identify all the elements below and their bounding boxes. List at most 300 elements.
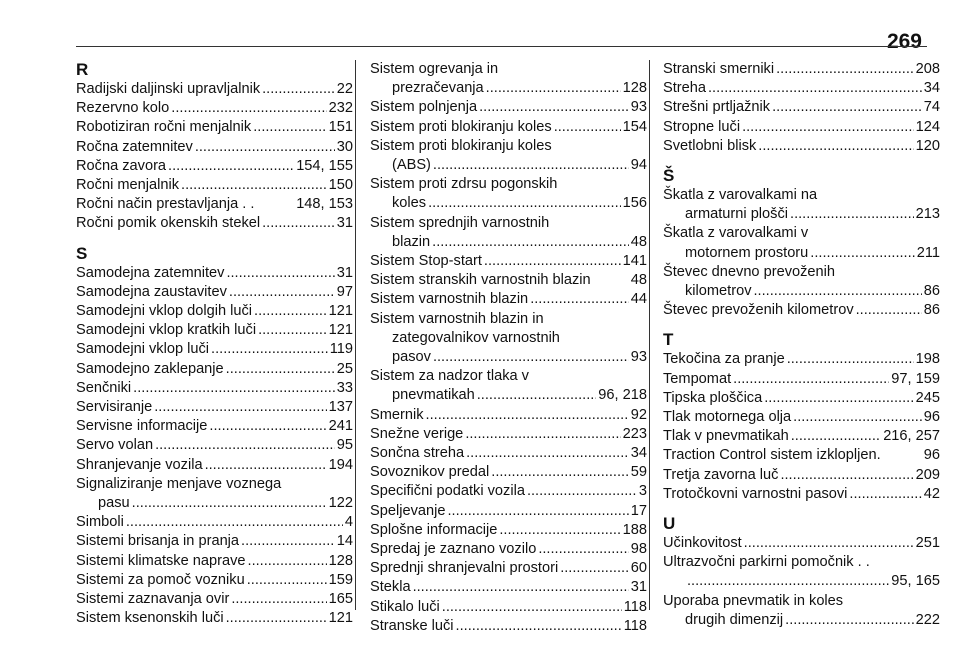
entry-term: Streha	[663, 80, 706, 97]
index-entry	[76, 302, 353, 321]
entry-term: Sprednji shranjevalni prostori	[370, 560, 559, 577]
dot-leader	[790, 205, 914, 224]
entry-term: Spredaj je zaznano vozilo	[370, 541, 537, 558]
dot-leader	[253, 118, 326, 137]
dot-leader	[856, 301, 922, 320]
entry-pages: 95, 165	[891, 573, 940, 590]
entry-term: Sistem stranskih varnostnih blazin	[370, 272, 591, 289]
entry-pages: 211	[916, 244, 940, 261]
index-entry	[663, 224, 940, 262]
dot-leader	[491, 463, 629, 482]
index-entry	[370, 425, 647, 444]
entry-pages: 154	[622, 118, 647, 135]
index-entry	[370, 444, 647, 463]
index-entry	[370, 252, 647, 271]
header-rule	[76, 46, 927, 47]
entry-pages: 216, 257	[883, 428, 940, 445]
entry-term: Smernik	[370, 406, 424, 423]
entry-term: Ročni način prestavljanja . .	[76, 196, 255, 213]
index-entry	[76, 360, 353, 379]
dot-leader	[776, 60, 914, 79]
entry-term: Sistemi za pomoč vozniku	[76, 571, 245, 588]
section-letter: U	[663, 514, 676, 534]
dot-leader	[708, 79, 922, 98]
entry-term: Speljevanje	[370, 502, 446, 519]
dot-leader	[231, 590, 326, 609]
dot-leader	[744, 534, 914, 553]
entry-pages: 48	[630, 272, 647, 289]
entry-pages: 31	[630, 579, 647, 596]
entry-term: Sovoznikov predal	[370, 464, 490, 481]
index-entry	[370, 406, 647, 425]
entry-pages: 141	[622, 253, 647, 270]
entry-pages: 194	[328, 456, 353, 473]
index-entry	[370, 367, 647, 405]
dot-leader	[262, 80, 335, 99]
dot-leader	[530, 290, 629, 309]
index-column-3	[663, 60, 940, 640]
entry-pages: 31	[336, 215, 353, 232]
entry-pages: 118	[623, 617, 647, 634]
index-entry	[663, 60, 940, 79]
entry-term: prezračevanja	[392, 80, 484, 97]
index-entry	[370, 521, 647, 540]
dot-leader	[195, 138, 335, 157]
dot-leader	[226, 264, 334, 283]
section-letter: S	[76, 243, 88, 263]
dot-leader	[181, 176, 327, 195]
entry-term: Samodejni vklop dolgih luči	[76, 303, 253, 320]
entry-pages: 74	[923, 99, 940, 116]
entry-term: Strešni prtljažnik	[663, 99, 771, 116]
entry-term: Tempomat	[663, 370, 732, 387]
entry-pages: 42	[923, 485, 940, 502]
entry-term: Stranski smerniki	[663, 61, 775, 77]
entry-pages: 93	[630, 349, 647, 366]
index-entry	[370, 271, 647, 290]
index-entry	[76, 436, 353, 455]
index-entry	[76, 609, 353, 628]
entry-pages: 96	[923, 409, 940, 426]
entry-pages: 151	[328, 119, 353, 136]
index-entry	[76, 138, 353, 157]
index-entry	[76, 99, 353, 118]
index-entry	[370, 175, 647, 213]
column-divider	[649, 60, 650, 610]
index-entry	[663, 592, 940, 630]
index-entry	[663, 301, 940, 320]
index-entry	[370, 540, 647, 559]
index-entry	[76, 118, 353, 137]
entry-pages: 165	[328, 591, 353, 608]
entry-term: Stropne luči	[663, 118, 741, 135]
entry-term: Trotočkovni varnostni pasovi	[663, 485, 848, 502]
dot-leader	[849, 485, 921, 504]
entry-term-line: Signaliziranje menjave voznega	[76, 475, 282, 492]
entry-term: Sistemi klimatske naprave	[76, 552, 246, 569]
index-entry	[76, 532, 353, 551]
entry-pages: 96	[923, 447, 940, 464]
entry-pages: 93	[630, 99, 647, 116]
entry-term: Servisiranje	[76, 399, 153, 416]
entry-term-line: Uporaba pnevmatik in koles	[663, 592, 844, 609]
entry-pages: 22	[336, 81, 353, 97]
index-entry	[663, 389, 940, 408]
entry-pages: 121	[328, 322, 353, 339]
entry-term: pnevmatikah	[392, 387, 475, 404]
entry-pages: 98	[630, 541, 647, 558]
entry-term: Ročni menjalnik	[76, 177, 180, 194]
entry-term: Stikalo luči	[370, 598, 440, 615]
entry-pages: 95	[336, 437, 353, 454]
dot-leader	[433, 348, 629, 367]
entry-term: Rezervno kolo	[76, 100, 170, 117]
entry-term: koles	[392, 195, 427, 212]
entry-pages: 31	[336, 264, 353, 281]
entry-pages: 48	[630, 233, 647, 250]
dot-leader	[171, 99, 326, 118]
entry-pages: 97	[336, 283, 353, 300]
entry-term: Samodejna zaustavitev	[76, 283, 227, 300]
entry-pages: 148, 153	[296, 196, 353, 213]
dot-leader	[428, 194, 621, 213]
dot-leader	[733, 370, 889, 389]
dot-leader	[742, 118, 914, 137]
entry-pages: 198	[915, 351, 940, 368]
entry-term: Radijski daljinski upravljalnik	[76, 81, 261, 97]
entry-pages: 94	[630, 157, 647, 174]
entry-term-line: zategovalnikov varnostnih	[392, 329, 560, 346]
index-entry	[76, 195, 353, 214]
entry-term: Sistem Stop-start	[370, 253, 482, 270]
dot-leader	[791, 427, 881, 446]
entry-term: kilometrov	[685, 283, 752, 300]
index-section	[76, 60, 353, 234]
dot-leader	[226, 609, 327, 628]
entry-term: Tipska ploščica	[663, 389, 763, 406]
dot-leader	[248, 552, 327, 571]
index-entry	[76, 571, 353, 590]
entry-pages: 4	[344, 514, 353, 531]
index-entry	[663, 485, 940, 504]
dot-leader	[787, 350, 914, 369]
dot-leader	[554, 118, 621, 137]
index-entry	[76, 157, 353, 176]
entry-pages: 251	[915, 535, 940, 552]
entry-pages: 208	[915, 61, 940, 77]
index-section	[663, 60, 940, 156]
entry-term: Sistem ksenonskih luči	[76, 610, 224, 627]
entry-pages: 122	[328, 495, 353, 512]
entry-term: Sistem varnostnih blazin	[370, 291, 529, 308]
index-entry	[663, 98, 940, 117]
index-entry	[370, 98, 647, 117]
index-entry	[663, 118, 940, 137]
entry-term: motornem prostoru	[685, 244, 809, 261]
dot-leader	[538, 540, 628, 559]
dot-leader	[772, 98, 922, 117]
dot-leader	[205, 456, 327, 475]
dot-leader	[229, 283, 335, 302]
dot-leader	[126, 513, 343, 532]
dot-leader	[560, 559, 629, 578]
entry-term-line: Sistem za nadzor tlaka v	[370, 368, 529, 385]
index-entry	[76, 475, 353, 513]
entry-pages: 60	[630, 560, 647, 577]
entry-term-line: Števec dnevno prevoženih	[663, 263, 835, 280]
entry-term-line: Sistem varnostnih blazin in	[370, 310, 544, 327]
entry-pages: 223	[622, 425, 647, 442]
dot-leader	[133, 379, 335, 398]
index-entry	[663, 534, 940, 553]
entry-pages: 154, 155	[296, 157, 353, 174]
entry-pages: 34	[923, 80, 940, 97]
dot-leader	[413, 578, 629, 597]
entry-term: Sistemi zaznavanja ovir	[76, 591, 230, 608]
index-entry	[370, 617, 647, 636]
entry-term-line: Sistem proti zdrsu pogonskih	[370, 176, 558, 193]
dot-leader	[247, 571, 327, 590]
dot-leader	[155, 436, 335, 455]
index-entry	[663, 79, 940, 98]
entry-term: armaturni plošči	[685, 206, 789, 223]
entry-term: Servisne informacije	[76, 418, 208, 435]
entry-pages: 3	[638, 483, 647, 500]
index-entry	[663, 553, 940, 591]
index-entry	[76, 264, 353, 283]
entry-term: Robotiziran ročni menjalnik	[76, 119, 252, 136]
dot-leader	[447, 502, 628, 521]
entry-term: Tretja zavorna luč	[663, 466, 779, 483]
entry-pages: 86	[923, 302, 940, 319]
dot-leader	[785, 611, 913, 630]
entry-pages: 222	[915, 611, 940, 628]
entry-term: pasu	[98, 495, 130, 512]
entry-term: Snežne verige	[370, 425, 464, 442]
entry-pages: 241	[328, 418, 353, 435]
index-column-1	[76, 60, 353, 638]
entry-term: Tlak motornega olja	[663, 409, 792, 426]
entry-pages: 119	[329, 341, 353, 358]
entry-term: Učinkovitost	[663, 535, 742, 552]
entry-term: Samodejni vklop kratkih luči	[76, 322, 257, 339]
entry-pages: 121	[328, 610, 353, 627]
entry-pages: 33	[336, 379, 353, 396]
entry-term-line: Sistem sprednjih varnostnih	[370, 214, 550, 231]
index-entry	[663, 350, 940, 369]
index-entry	[663, 137, 940, 156]
section-letter: T	[663, 330, 674, 350]
section-letter: R	[76, 60, 89, 79]
dot-leader	[466, 444, 629, 463]
entry-term: Senčniki	[76, 379, 132, 396]
index-section	[663, 330, 940, 504]
index-entry	[663, 466, 940, 485]
entry-pages: 44	[630, 291, 647, 308]
dot-leader	[211, 340, 328, 359]
index-entry	[370, 310, 647, 368]
entry-pages: 118	[623, 598, 647, 615]
dot-leader	[758, 137, 913, 156]
dot-leader	[241, 532, 335, 551]
index-entry	[663, 370, 940, 389]
entry-pages: 96, 218	[598, 387, 647, 404]
entry-term-line: Sistem ogrevanja in	[370, 61, 499, 77]
index-entry	[370, 463, 647, 482]
dot-leader	[810, 244, 914, 263]
index-entry	[76, 513, 353, 532]
dot-leader	[154, 398, 326, 417]
dot-leader	[254, 302, 327, 321]
index-entry	[76, 283, 353, 302]
dot-leader	[432, 233, 629, 252]
index-entry	[663, 408, 940, 427]
dot-leader	[486, 79, 621, 98]
dot-leader	[477, 386, 597, 405]
index-entry	[370, 482, 647, 501]
entry-term-line: Škatla z varovalkami v	[663, 225, 809, 242]
index-section	[663, 514, 940, 630]
entry-pages: 97, 159	[891, 370, 940, 387]
entry-pages: 92	[630, 406, 647, 423]
index-entry	[76, 552, 353, 571]
dot-leader	[433, 156, 629, 175]
entry-term: drugih dimenzij	[685, 611, 784, 628]
entry-pages: 245	[915, 389, 940, 406]
dot-leader	[456, 617, 622, 636]
entry-term: Sistem polnjenja	[370, 99, 478, 116]
index-entry	[370, 118, 647, 137]
entry-pages: 17	[630, 502, 647, 519]
entry-pages: 128	[328, 552, 353, 569]
index-entry	[370, 502, 647, 521]
entry-term: Simboli	[76, 514, 124, 531]
index-entry	[76, 80, 353, 99]
dot-leader	[793, 408, 922, 427]
entry-term: pasov	[392, 349, 431, 366]
entry-term: Svetlobni blisk	[663, 137, 757, 154]
entry-term: Tlak v pnevmatikah	[663, 428, 789, 445]
dot-leader	[132, 494, 327, 513]
entry-pages: 128	[622, 80, 647, 97]
index-entry	[663, 446, 940, 465]
entry-term: Specifični podatki vozila	[370, 483, 525, 500]
entry-pages: 150	[328, 177, 353, 194]
entry-term: Ročni pomik okenskih stekel	[76, 215, 261, 232]
index-column-2	[370, 60, 647, 646]
index-entry	[663, 427, 940, 446]
index-entry	[76, 590, 353, 609]
index-entry	[370, 290, 647, 309]
dot-leader	[754, 282, 922, 301]
dot-leader	[465, 425, 620, 444]
entry-pages: 30	[336, 138, 353, 155]
entry-pages: 86	[923, 283, 940, 300]
entry-pages: 120	[915, 137, 940, 154]
entry-term: Samodejno zaklepanje	[76, 360, 224, 377]
entry-pages: 59	[630, 464, 647, 481]
index-entry	[370, 559, 647, 578]
dot-leader	[442, 598, 622, 617]
entry-term: Stekla	[370, 579, 411, 596]
index-entry	[76, 417, 353, 436]
index-section	[76, 244, 353, 629]
index-entry	[76, 398, 353, 417]
dot-leader	[527, 482, 637, 501]
entry-pages: 209	[915, 466, 940, 483]
dot-leader	[484, 252, 621, 271]
entry-term: Sistemi brisanja in pranja	[76, 533, 240, 550]
index-section	[370, 60, 647, 636]
index-entry	[76, 321, 353, 340]
dot-leader	[479, 98, 629, 117]
entry-term-line: Ultrazvočni parkirni pomočnik . .	[663, 554, 870, 571]
entry-term: Ročna zatemnitev	[76, 138, 193, 155]
index-entry	[370, 137, 647, 175]
entry-pages: 14	[336, 533, 353, 550]
dot-leader	[499, 521, 620, 540]
entry-term: Shranjevanje vozila	[76, 456, 203, 473]
index-entry	[663, 186, 940, 224]
entry-term: Tekočina za pranje	[663, 351, 785, 368]
entry-term: (ABS)	[392, 157, 431, 174]
entry-term: Števec prevoženih kilometrov	[663, 302, 854, 319]
section-letter: Š	[663, 166, 675, 186]
dot-leader	[168, 157, 294, 176]
page-number: 269	[886, 30, 922, 53]
entry-term: Samodejna zatemnitev	[76, 264, 225, 281]
entry-term-line: Sistem proti blokiranju koles	[370, 137, 552, 154]
entry-pages: 137	[328, 399, 353, 416]
dot-leader	[226, 360, 335, 379]
entry-term: Stranske luči	[370, 617, 454, 634]
entry-term: Servo volan	[76, 437, 154, 454]
dot-leader	[209, 417, 326, 436]
dot-leader	[780, 466, 913, 485]
entry-term: Splošne informacije	[370, 521, 498, 538]
entry-term: Samodejni vklop luči	[76, 341, 210, 358]
index-entry	[76, 456, 353, 475]
entry-pages: 34	[630, 445, 647, 462]
column-divider	[355, 60, 356, 610]
index-entry	[76, 176, 353, 195]
entry-pages: 124	[915, 118, 940, 135]
dot-leader	[262, 214, 335, 233]
entry-pages: 232	[328, 100, 353, 117]
index-entry	[76, 340, 353, 359]
entry-pages: 213	[915, 206, 940, 223]
entry-term: Sončna streha	[370, 445, 465, 462]
index-entry	[663, 263, 940, 301]
entry-term: Traction Control sistem izklopljen.	[663, 447, 881, 464]
index-entry	[76, 214, 353, 233]
entry-term: Sistem proti blokiranju koles	[370, 118, 552, 135]
dot-leader	[687, 572, 889, 591]
index-entry	[76, 379, 353, 398]
dot-leader	[426, 406, 629, 425]
dot-leader	[258, 321, 327, 340]
entry-term-line: Škatla z varovalkami na	[663, 187, 818, 204]
entry-pages: 156	[622, 195, 647, 212]
index-entry	[370, 214, 647, 252]
index-section	[663, 166, 940, 320]
index-entry	[370, 578, 647, 597]
entry-term: blazin	[392, 233, 431, 250]
index-entry	[370, 598, 647, 617]
entry-term: Ročna zavora	[76, 157, 167, 174]
entry-pages: 121	[328, 303, 353, 320]
dot-leader	[764, 389, 913, 408]
